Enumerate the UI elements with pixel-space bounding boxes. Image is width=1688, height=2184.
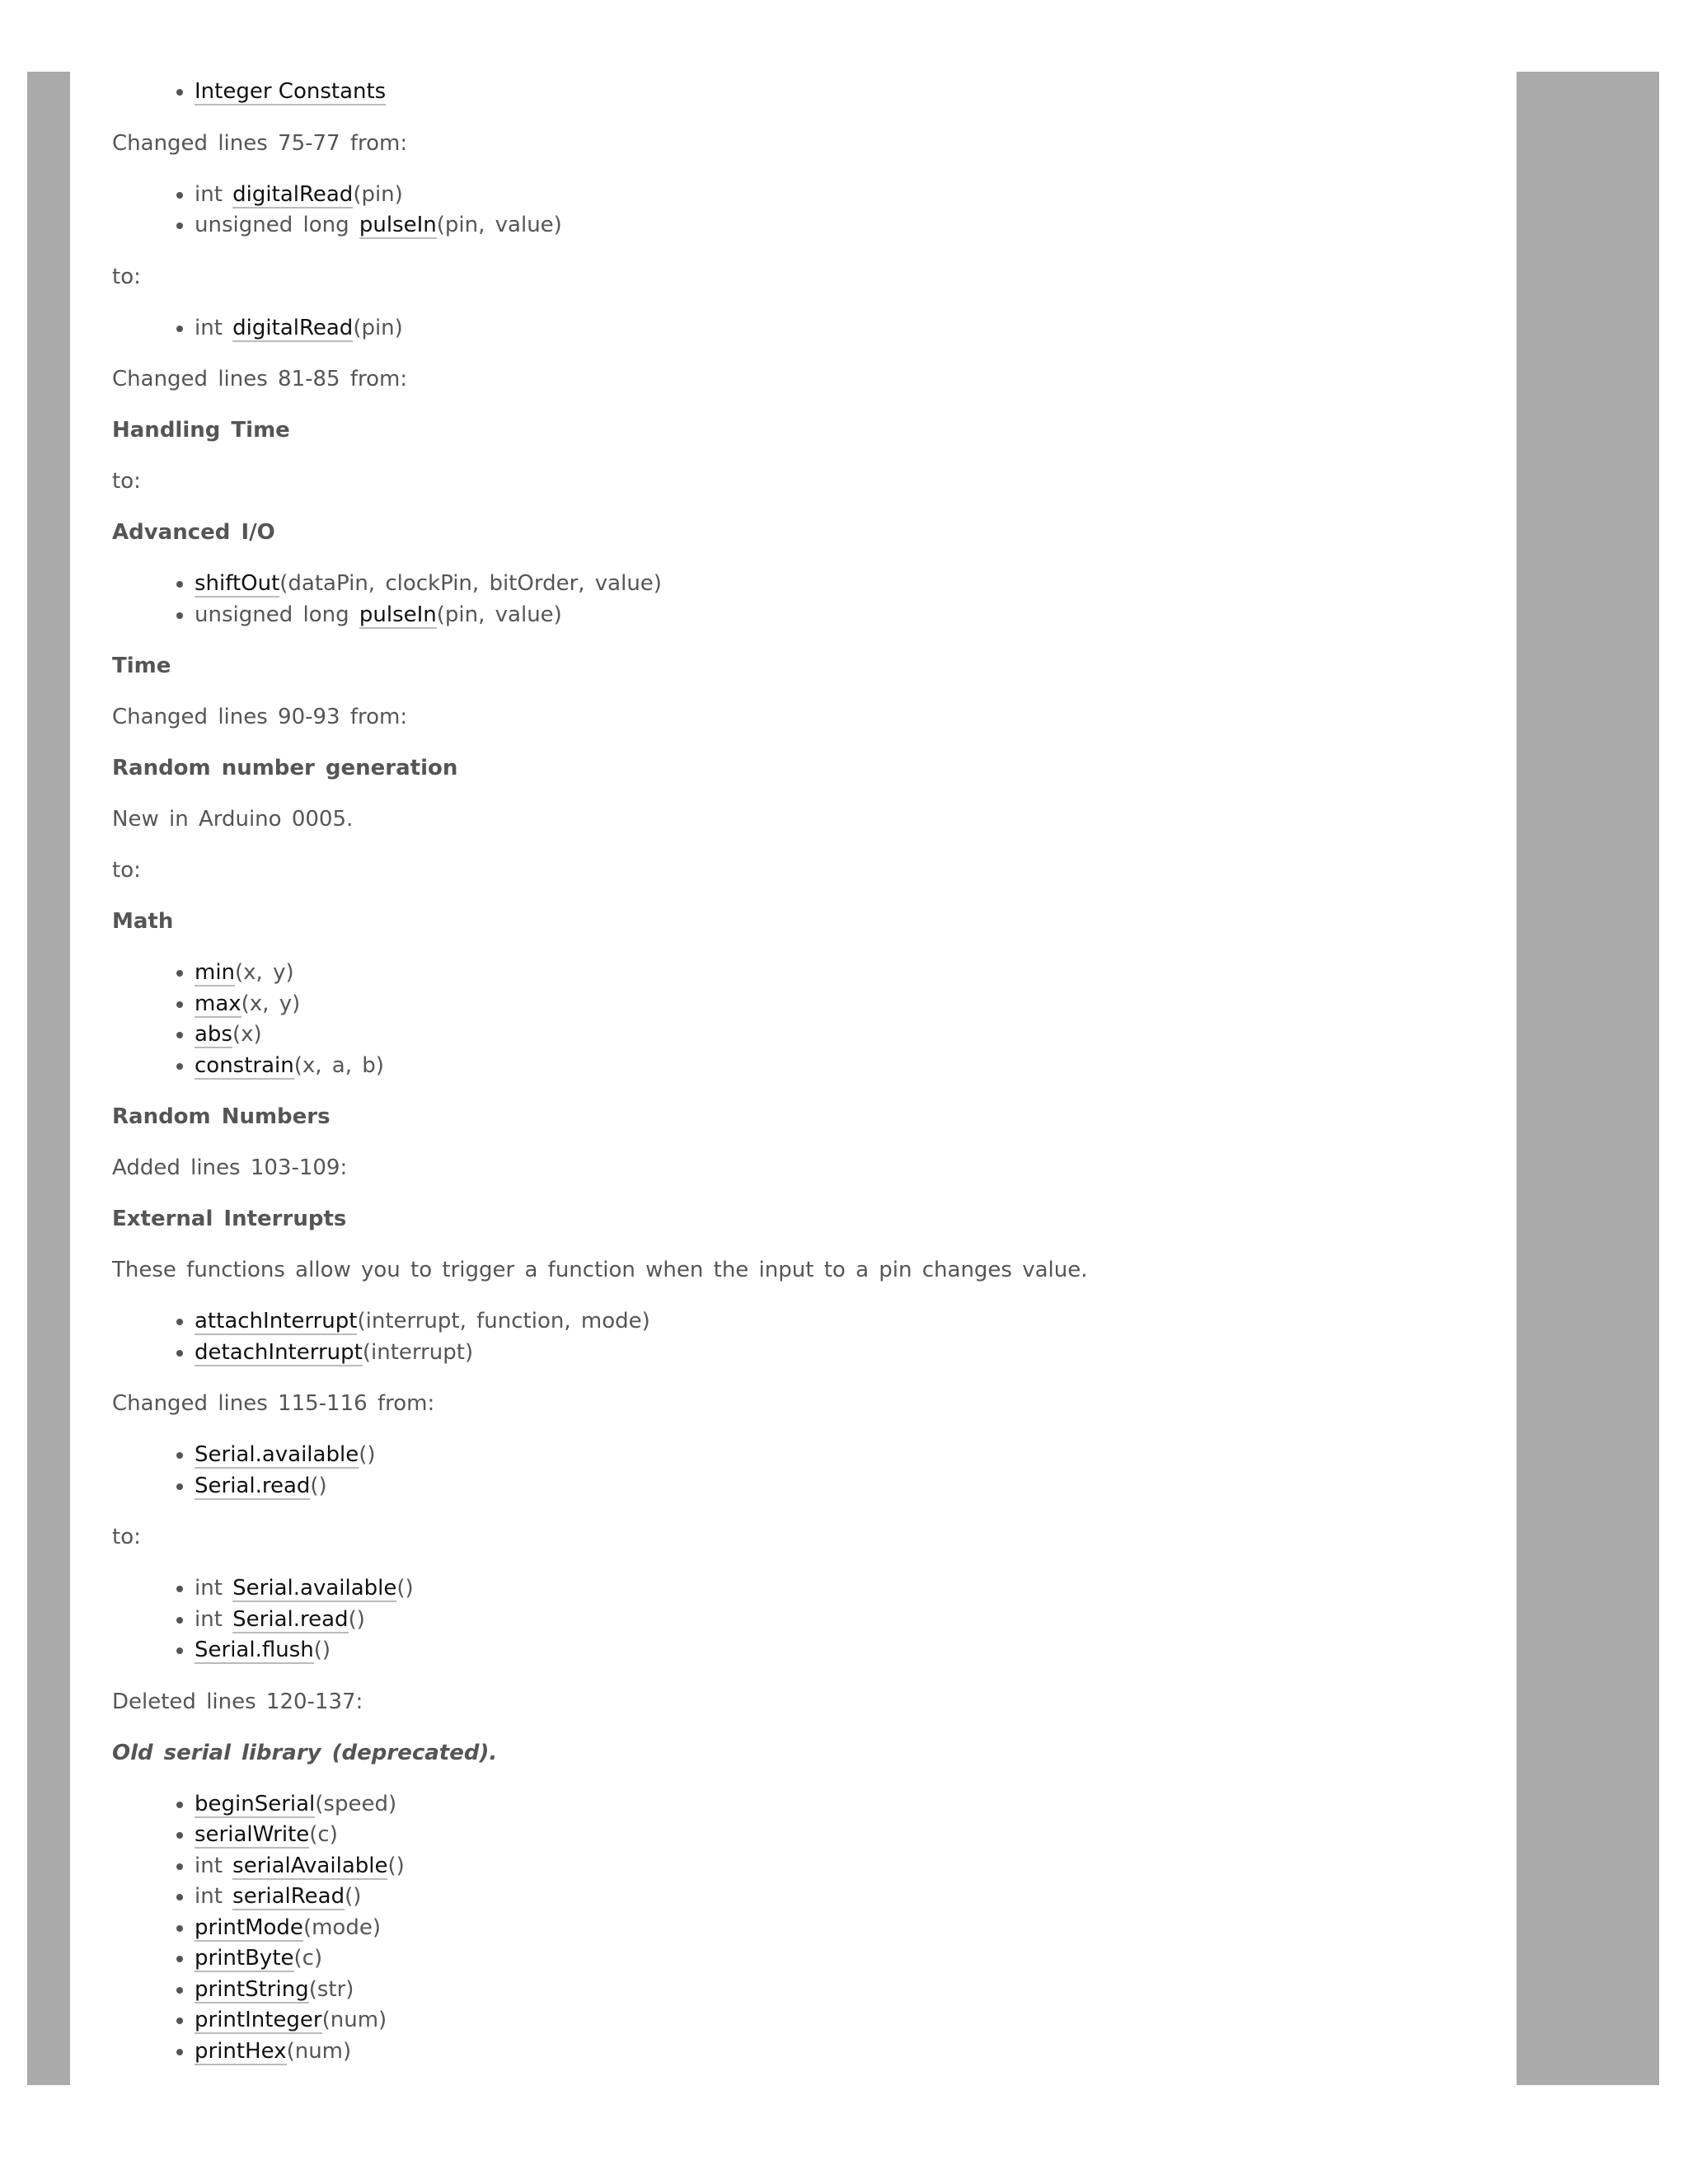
item-text: int [195, 315, 233, 340]
item-text: int [195, 1606, 233, 1632]
list-item [195, 1471, 1497, 1502]
paragraph-text: to: [112, 858, 141, 883]
list-item [195, 2005, 1497, 2036]
list-item [195, 569, 1497, 600]
link-serialread[interactable]: serialRead [232, 1884, 345, 1909]
item-text: unsigned long [195, 602, 359, 627]
paragraph-text: Added lines 103-109: [112, 1155, 348, 1180]
item-text: () [359, 1442, 376, 1467]
bullet-list [112, 77, 1497, 108]
list-item [195, 1440, 1497, 1471]
item-text: int [195, 1576, 233, 1601]
heading-text: Time [112, 654, 171, 678]
paragraph-text: Deleted lines 120-137: [112, 1689, 363, 1714]
link-pulsein[interactable]: pulseIn [359, 602, 437, 627]
bullet-list [112, 313, 1497, 344]
main-content [112, 72, 1497, 2088]
item-text: () [313, 1638, 331, 1662]
item-text: (num) [286, 2038, 352, 2064]
list-item [195, 1975, 1497, 2006]
paragraph-text: Changed lines 115-116 from: [112, 1391, 435, 1416]
list-item [195, 1635, 1497, 1666]
item-text: (num) [321, 2008, 387, 2032]
item-text: int [195, 181, 233, 207]
heading-text: Math [112, 909, 174, 934]
list-item [195, 958, 1497, 989]
heading-text: Random number generation [112, 756, 458, 780]
item-text: (pin) [353, 181, 403, 207]
heading-text: Advanced I/O [112, 520, 275, 545]
item-text: (pin, value) [436, 602, 562, 627]
bullet-list [112, 1573, 1497, 1666]
item-text: int [195, 1853, 233, 1878]
link-serial-read[interactable]: Serial.read [232, 1606, 349, 1632]
heading-text: Handling Time [112, 418, 290, 443]
link-serial-available[interactable]: Serial.available [195, 1442, 359, 1467]
item-text: () [348, 1606, 365, 1632]
section-heading [112, 415, 1497, 446]
item-text: (x) [232, 1022, 262, 1047]
item-text: () [345, 1884, 362, 1909]
item-text: (x, y) [241, 991, 301, 1016]
paragraph-text: Changed lines 90-93 from: [112, 705, 408, 729]
link-printhex[interactable]: printHex [195, 2038, 287, 2064]
item-text: unsigned long [195, 213, 359, 237]
list-item [195, 210, 1497, 241]
item-text: (c) [293, 1946, 323, 1971]
list-item [195, 1051, 1497, 1082]
link-serialavailable[interactable]: serialAvailable [232, 1853, 388, 1878]
section-heading-italic [112, 1738, 1497, 1769]
list-item [195, 1573, 1497, 1605]
link-attachinterrupt[interactable]: attachInterrupt [195, 1309, 358, 1333]
bullet-list [112, 1306, 1497, 1368]
heading-text: Random Numbers [112, 1104, 331, 1129]
item-text: (x, a, b) [293, 1052, 384, 1078]
list-item [195, 1019, 1497, 1051]
link-serialwrite[interactable]: serialWrite [195, 1822, 310, 1847]
list-item [195, 1605, 1497, 1636]
link-detachinterrupt[interactable]: detachInterrupt [195, 1339, 363, 1365]
section-heading [112, 1204, 1497, 1235]
link-pulsein[interactable]: pulseIn [359, 213, 437, 237]
list-item [195, 1306, 1497, 1338]
item-text: (x, y) [235, 960, 294, 985]
link-printstring[interactable]: printString [195, 1976, 309, 2002]
list-item [195, 1943, 1497, 1975]
item-text: (str) [308, 1976, 354, 2002]
list-item [195, 1789, 1497, 1821]
paragraph-text: New in Arduino 0005. [112, 807, 354, 832]
link-constrain[interactable]: constrain [195, 1052, 294, 1078]
bullet-list [112, 180, 1497, 241]
link-abs[interactable]: abs [195, 1022, 232, 1047]
item-text: (pin) [353, 315, 403, 340]
link-shiftout[interactable]: shiftOut [195, 571, 280, 596]
link-digitalread[interactable]: digitalRead [232, 181, 354, 207]
link-serial-available[interactable]: Serial.available [232, 1576, 397, 1601]
link-serial-read[interactable]: Serial.read [195, 1473, 311, 1498]
heading-text: Old serial library (deprecated). [112, 1740, 498, 1765]
paragraph-text: to: [112, 469, 141, 494]
paragraph-text: to: [112, 264, 141, 289]
bullet-list [112, 1789, 1497, 2068]
item-text: () [387, 1853, 405, 1878]
item-text: (interrupt) [362, 1339, 474, 1365]
item-text: (interrupt, function, mode) [357, 1309, 650, 1333]
left-sidebar [27, 72, 70, 2085]
section-heading [112, 518, 1497, 548]
item-text: (mode) [302, 1915, 381, 1940]
bullet-list [112, 1440, 1497, 1502]
link-printmode[interactable]: printMode [195, 1915, 303, 1940]
paragraph-text: Changed lines 81-85 from: [112, 367, 408, 391]
item-text: (c) [309, 1822, 338, 1847]
list-item [195, 77, 1497, 108]
list-item [195, 2036, 1497, 2068]
bullet-list [112, 569, 1497, 630]
link-max[interactable]: max [195, 991, 241, 1016]
section-heading [112, 1102, 1497, 1132]
item-text: (pin, value) [436, 213, 562, 237]
link-printbyte[interactable]: printByte [195, 1946, 294, 1971]
list-item [195, 1913, 1497, 1944]
right-sidebar [1517, 72, 1659, 2085]
link-printinteger[interactable]: printInteger [195, 2008, 322, 2032]
link-beginserial[interactable]: beginSerial [195, 1791, 316, 1816]
item-text: () [310, 1473, 327, 1498]
paragraph-text: to: [112, 1525, 141, 1549]
bullet-list [112, 958, 1497, 1081]
section-heading [112, 651, 1497, 682]
paragraph-text: Changed lines 75-77 from: [112, 130, 408, 156]
paragraph-text: These functions allow you to trigger a function when the input to a pin changes value. [112, 1258, 1088, 1282]
link-serial-flush[interactable]: Serial.flush [195, 1638, 314, 1662]
heading-text: External Interrupts [112, 1207, 347, 1231]
list-item [195, 1338, 1497, 1369]
item-text: (dataPin, clockPin, bitOrder, value) [279, 571, 662, 596]
section-heading [112, 753, 1497, 784]
link-min[interactable]: min [195, 960, 236, 985]
list-item [195, 1820, 1497, 1851]
item-text: int [195, 1884, 233, 1909]
list-item [195, 989, 1497, 1020]
list-item [195, 1882, 1497, 1913]
list-item [195, 313, 1497, 344]
item-text: () [396, 1576, 414, 1601]
link-integer-constants[interactable]: Integer Constants [195, 79, 387, 104]
section-heading [112, 907, 1497, 937]
list-item [195, 600, 1497, 631]
list-item [195, 180, 1497, 211]
item-text: (speed) [315, 1791, 397, 1816]
link-digitalread[interactable]: digitalRead [232, 315, 354, 340]
list-item [195, 1851, 1497, 1882]
